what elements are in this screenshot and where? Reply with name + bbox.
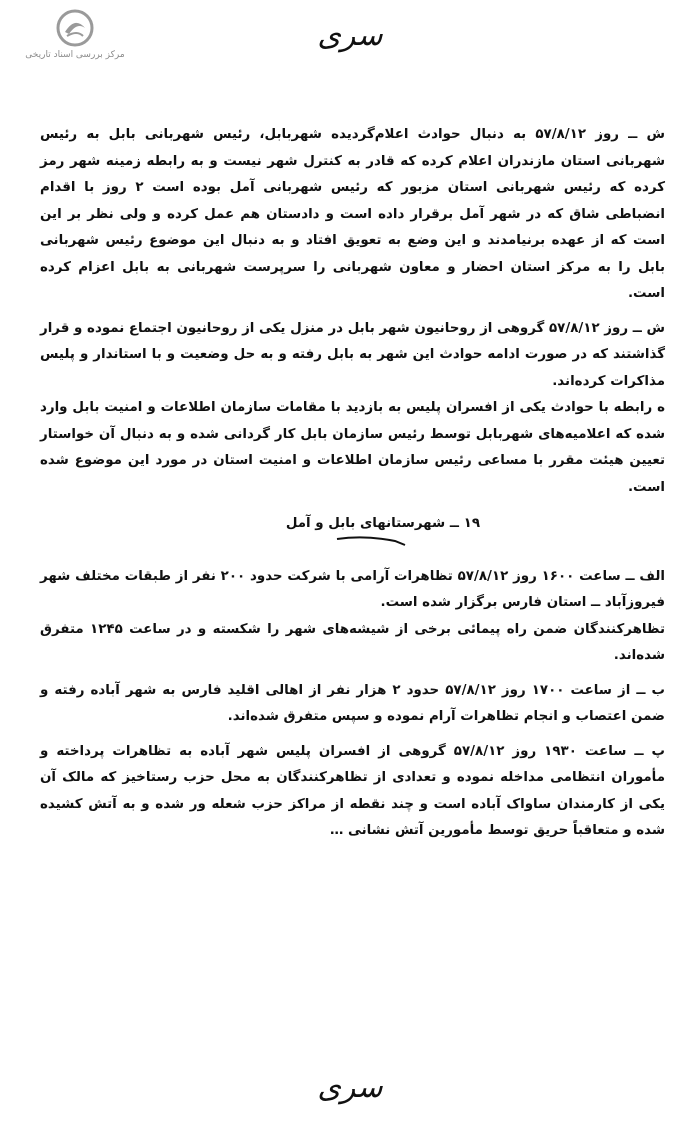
underline-mark-icon <box>335 533 425 547</box>
logo-caption: مرکز بررسی اسناد تاریخی <box>25 50 125 60</box>
classification-footer: سری <box>317 1070 383 1105</box>
document-body <box>40 122 665 845</box>
paragraph-1: ش ــ روز ۵۷/۸/۱۲ به دنبال حوادث اعلام‌گردیده شهربابل، رئیس شهربانی بابل به رئیس شهربانی استان مازندران اعلام کرده که قادر به کنترل شهر نیست و به رابطه زمینه شهر رمز کرده که رئیس شهربانی استان مزبور که رئیس شهربانی آمل بوده است ۲ روز با اقدام انضباطی شاق که در شهر آمل برقرار داده است و دادستان هم عمل کرده و ولی نظر بر این است که از عهده برنیامدند و این وضع به تعویق افتاد و به دنبال این موضوع رئیس شهربانی بابل را به مرکز استان احضار و معاون شهربانی را سرپرست شهربانی به بابل اعزام کرده است. <box>40 127 666 301</box>
item-alef: الف ــ ساعت ۱۶۰۰ روز ۵۷/۸/۱۲ تظاهرات آرامی با شرکت حدود ۲۰۰ نفر از طبقات مختلف شهر فیروزآباد ــ استان فارس برگزار شده است. <box>40 568 665 610</box>
item-pe: پ ــ ساعت ۱۹۳۰ روز ۵۷/۸/۱۲ گروهی از افسران پلیس شهر آباده به تظاهرات پرداخته و مأموران انتظامی مداخله نموده و تعدادی از تظاهرکنندگان به محل حزب رستاخیز که مالک آن یکی از کارمندان ساواک آباده است و چند نقطه از مراکز حزب شعله ور شده و به آتش کشیده شده و متعاقباً حریق توسط مأمورین آتش نشانی … <box>40 743 665 838</box>
item-alef-continued: تظاهرکنندگان ضمن راه پیمائی برخی از شیشه‌های شهر را شکسته و در ساعت ۱۲۴۵ متفرق شده‌اند. <box>40 621 665 663</box>
paragraph-3: ه رابطه با حوادث یکی از افسران پلیس به بازدید با مقامات سازمان اطلاعات و امنیت بابل وارد شده که اعلامیه‌های شهربابل توسط رئیس سازمان بابل کار گردانی شده و به دنبال آن خواستار تعیین هیئت مقرر با مساعی رئیس سازمان اطلاعات و امنیت استان در مورد این موضوع شده است. <box>40 400 665 495</box>
classification-header: سری <box>317 18 383 53</box>
section-heading <box>40 511 665 538</box>
item-be: ب ــ از ساعت ۱۷۰۰ روز ۵۷/۸/۱۲ حدود ۲ هزار نفر از اهالی اقلید فارس به شهر آباده رفته و ضمن اعتصاب و انجام تظاهرات آرام نموده و سپس متفرق شده‌اند. <box>40 682 665 724</box>
section-heading-text: ۱۹ ــ شهرستانهای بابل و آمل <box>285 516 480 531</box>
paragraph-2: ش ــ روز ۵۷/۸/۱۲ گروهی از روحانیون شهر بابل در منزل یکی از روحانیون اجتماع نموده و قرار گذاشتند که در صورت ادامه حوادث این شهر به بابل رفته و به حل وضعیت و با استاندار و پلیس مذاکرات کرده‌اند. <box>40 320 665 389</box>
